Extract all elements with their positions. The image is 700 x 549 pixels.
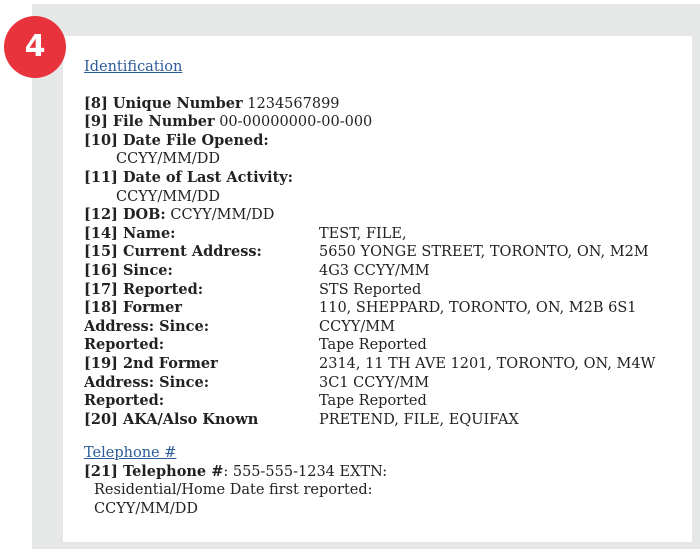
field-row-former-since <box>84 318 684 337</box>
unique-number-value: 1234567899 <box>247 95 340 112</box>
field-label: [18] Former <box>84 299 182 317</box>
field-label: [19] 2nd Former <box>84 354 218 372</box>
field-row-former-address <box>84 299 684 318</box>
field-value: TEST, FILE, <box>319 225 407 242</box>
field-label: [15] Current Address: <box>84 243 262 261</box>
dob-line <box>84 206 684 225</box>
field-label: Reported: <box>84 336 165 354</box>
field-row-second-former-since <box>84 374 684 393</box>
field-row-reported <box>84 281 684 300</box>
field-label: Address: Since: <box>84 317 210 335</box>
date-file-opened-label: [10] Date File Opened: <box>84 131 269 149</box>
field-label: [20] AKA/Also Known <box>84 410 259 428</box>
field-row-current-address <box>84 243 684 262</box>
date-last-activity-value: CCYY/MM/DD <box>116 188 221 205</box>
spacer <box>84 77 684 95</box>
telephone-value: : 555-555-1234 EXTN: <box>223 463 388 480</box>
field-value: 4G3 CCYY/MM <box>319 262 430 279</box>
identification-section-link[interactable]: Identification <box>84 59 183 75</box>
dob-label: [12] DOB: <box>84 206 166 224</box>
field-row-former-reported <box>84 336 684 355</box>
spacer <box>84 429 684 444</box>
date-last-activity-label: [11] Date of Last Activity: <box>84 168 294 186</box>
field-value: 3C1 CCYY/MM <box>319 374 430 391</box>
unique-number-label: [8] Unique Number <box>84 94 243 112</box>
file-number-value: 00-00000000-00-000 <box>219 114 373 131</box>
field-value: 110, SHEPPARD, TORONTO, ON, M2B 6S1 <box>319 300 637 317</box>
telephone-label: [21] Telephone # <box>84 462 224 480</box>
field-label: [17] Reported: <box>84 280 204 298</box>
dob-value: CCYY/MM/DD <box>170 207 275 224</box>
field-row-since <box>84 262 684 281</box>
field-row-second-former-reported <box>84 392 684 411</box>
field-row-second-former-address <box>84 355 684 374</box>
field-row-name <box>84 225 684 244</box>
field-label: [14] Name: <box>84 224 176 242</box>
field-value: 5650 YONGE STREET, TORONTO, ON, M2M <box>319 244 649 261</box>
file-number-label: [9] File Number <box>84 113 215 131</box>
telephone-detail-line1: Residential/Home Date first reported: <box>94 482 373 499</box>
field-value: CCYY/MM <box>319 318 395 335</box>
step-number-badge: 4 <box>4 16 66 78</box>
field-row-aka <box>84 411 684 430</box>
credit-file-content <box>84 58 684 519</box>
field-value: PRETEND, FILE, EQUIFAX <box>319 411 519 428</box>
telephone-section-link[interactable]: Telephone # <box>84 445 177 462</box>
telephone-line <box>84 463 684 482</box>
file-number-line <box>84 113 684 132</box>
date-file-opened-value: CCYY/MM/DD <box>116 151 221 168</box>
field-label: Reported: <box>84 392 165 410</box>
field-label: Address: Since: <box>84 373 210 391</box>
telephone-detail-line2: CCYY/MM/DD <box>94 501 199 518</box>
field-value: 2314, 11 TH AVE 1201, TORONTO, ON, M4W <box>319 355 656 372</box>
field-label: [16] Since: <box>84 261 173 279</box>
unique-number-line <box>84 95 684 114</box>
field-value: Tape Reported <box>319 393 427 410</box>
field-value: STS Reported <box>319 281 422 298</box>
field-value: Tape Reported <box>319 337 427 354</box>
